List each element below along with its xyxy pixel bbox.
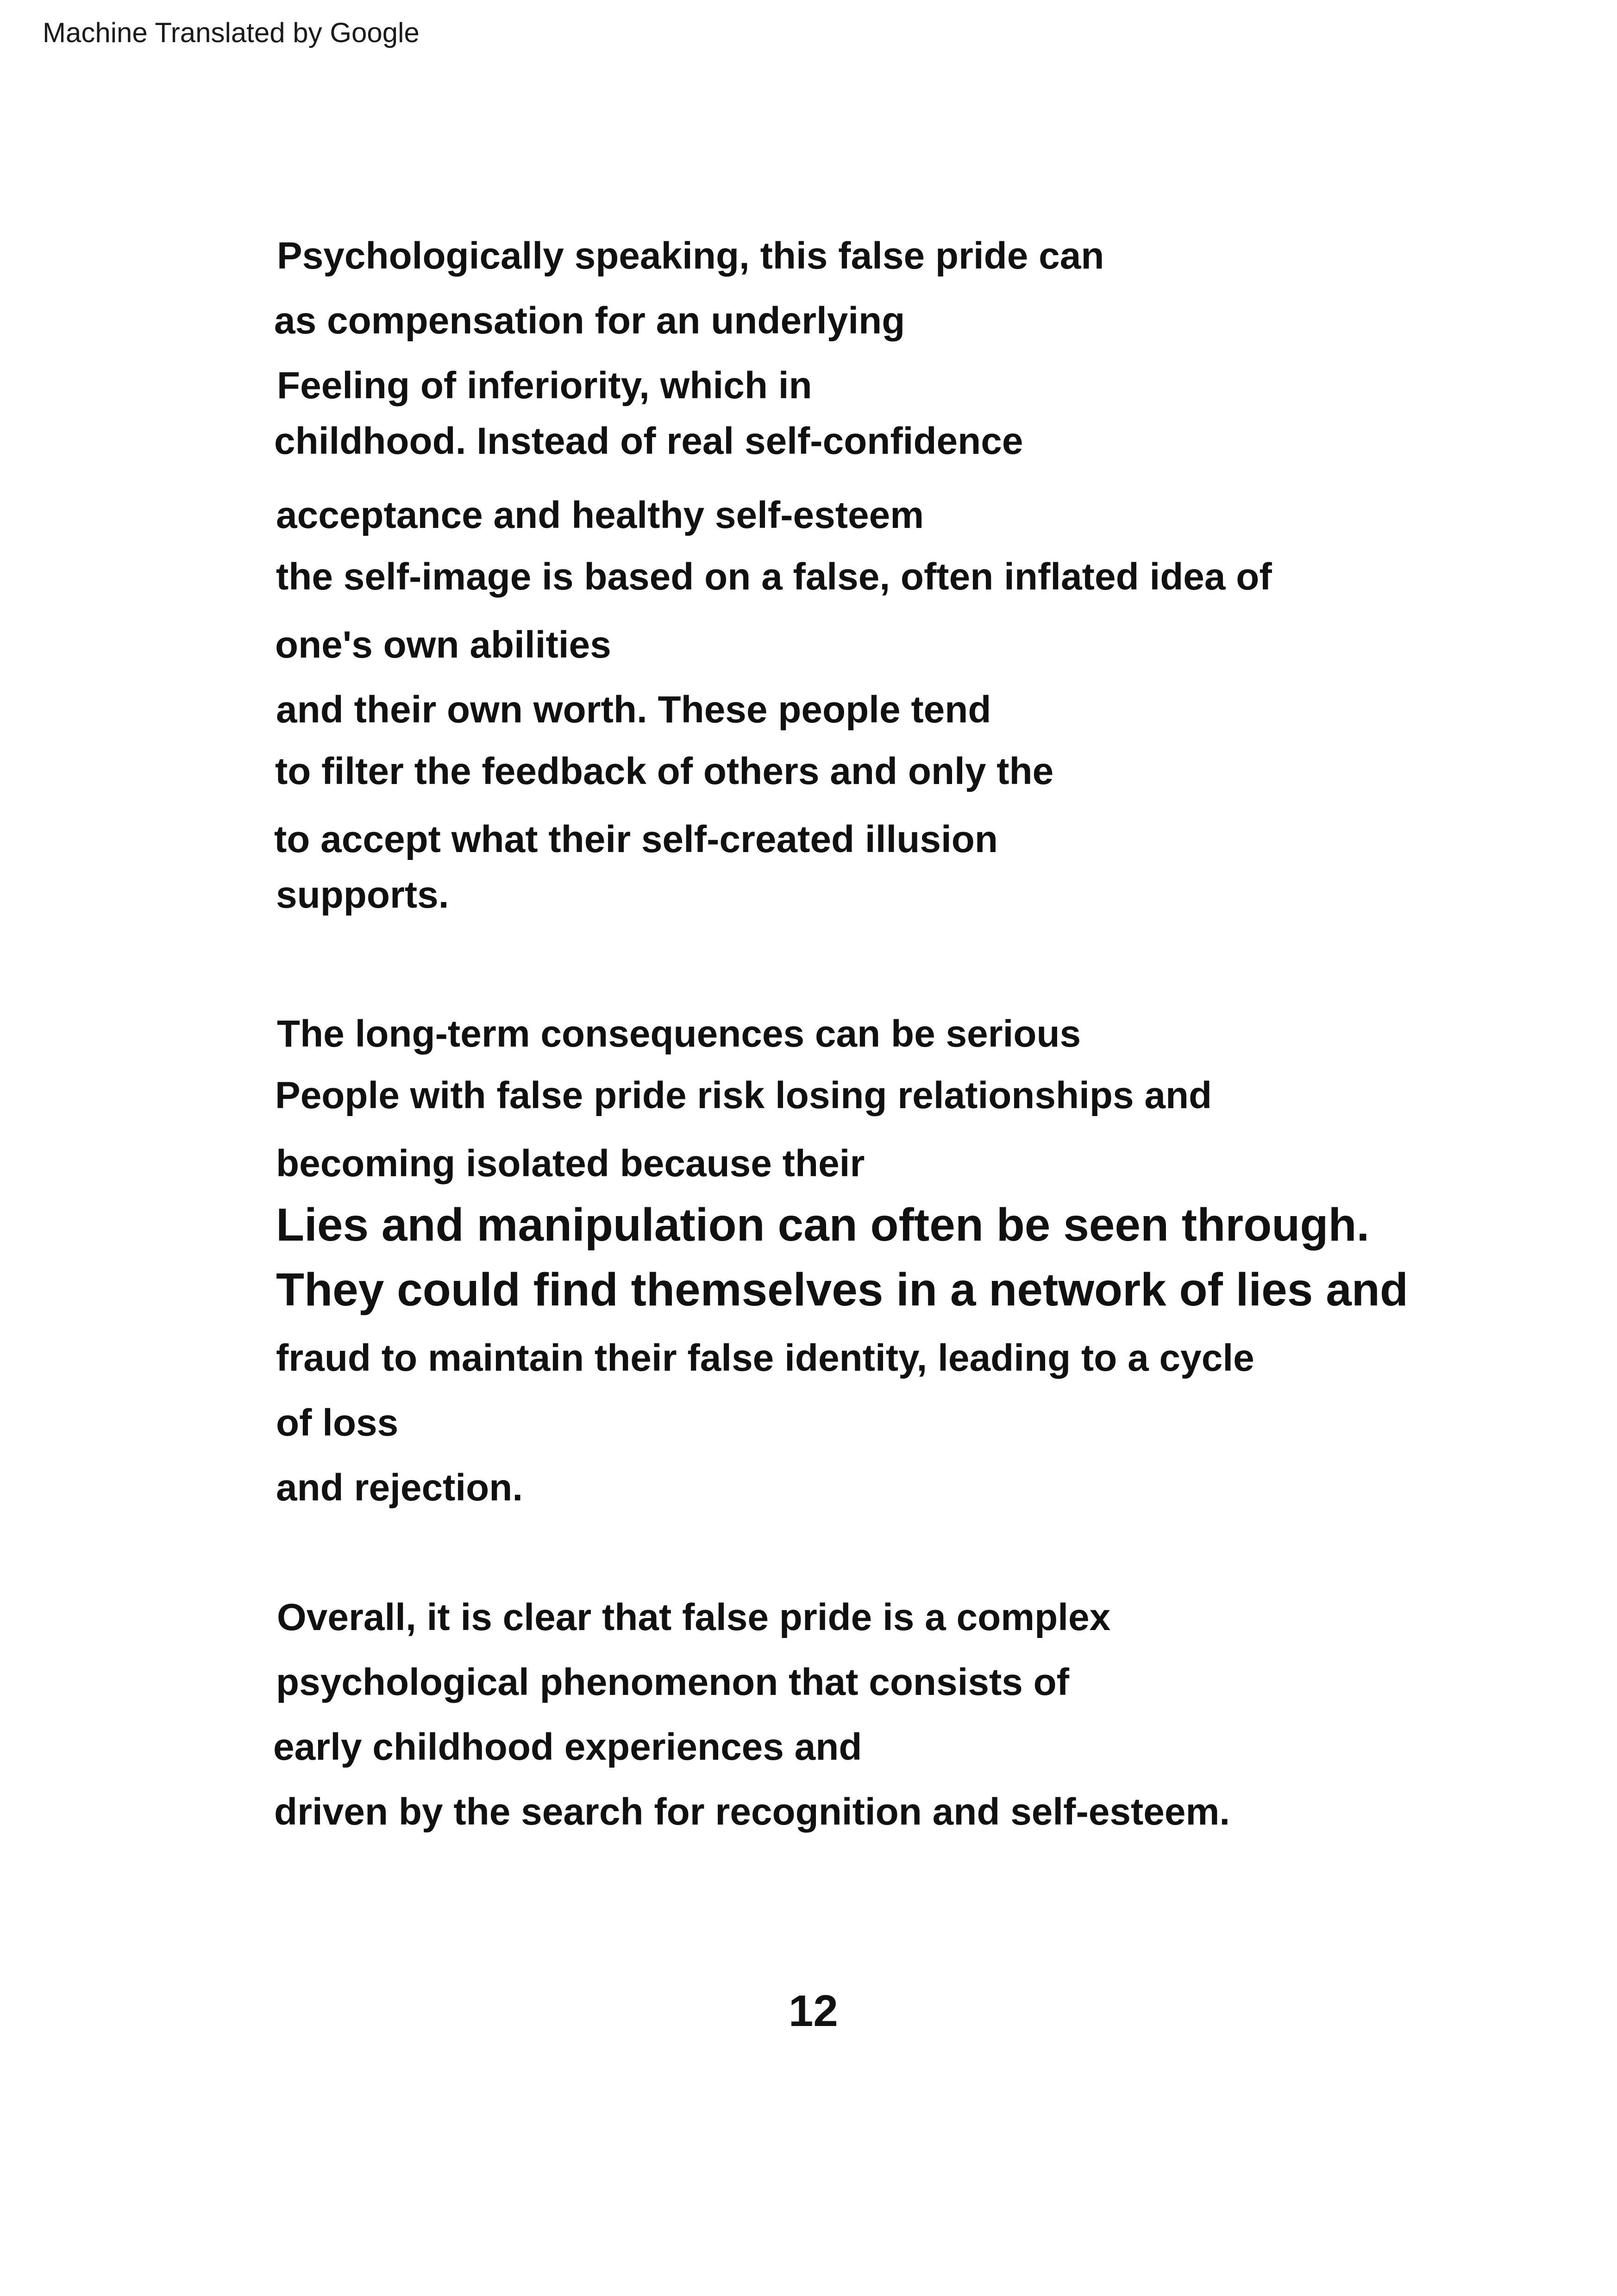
text-line: supports.: [276, 874, 449, 916]
text-line: becoming isolated because their: [276, 1142, 865, 1185]
text-line: acceptance and healthy self-esteem: [276, 494, 924, 536]
text-line: psychological phenomenon that consists of: [276, 1661, 1070, 1703]
text-line: to filter the feedback of others and only the: [275, 750, 1054, 792]
text-line: and their own worth. These people tend: [276, 689, 991, 731]
text-line: of loss: [276, 1402, 399, 1444]
machine-translation-note: Machine Translated by Google: [43, 17, 420, 48]
text-line: and rejection.: [276, 1467, 523, 1509]
text-line: driven by the search for recognition and self-esteem.: [274, 1791, 1230, 1833]
text-line: as compensation for an underlying: [274, 300, 905, 342]
text-line: one's own abilities: [275, 624, 611, 666]
text-line: Lies and manipulation can often be seen through.: [276, 1199, 1370, 1251]
text-line: Psychologically speaking, this false pride can: [277, 235, 1104, 277]
text-line: childhood. Instead of real self-confidence: [274, 420, 1023, 462]
text-line: People with false pride risk losing relationships and: [275, 1074, 1212, 1117]
text-line: fraud to maintain their false identity, leading to a cycle: [276, 1337, 1254, 1379]
page-number: 12: [789, 1986, 838, 2036]
text-line: to accept what their self-created illusion: [274, 818, 998, 860]
text-line: Feeling of inferiority, which in: [277, 364, 812, 407]
text-line: Overall, it is clear that false pride is a complex: [277, 1596, 1111, 1638]
text-line: early childhood experiences and: [273, 1726, 862, 1768]
text-line: the self-image is based on a false, often inflated idea of: [276, 556, 1272, 598]
text-line: They could find themselves in a network of lies and: [276, 1264, 1408, 1316]
text-line: The long-term consequences can be serious: [277, 1013, 1081, 1055]
